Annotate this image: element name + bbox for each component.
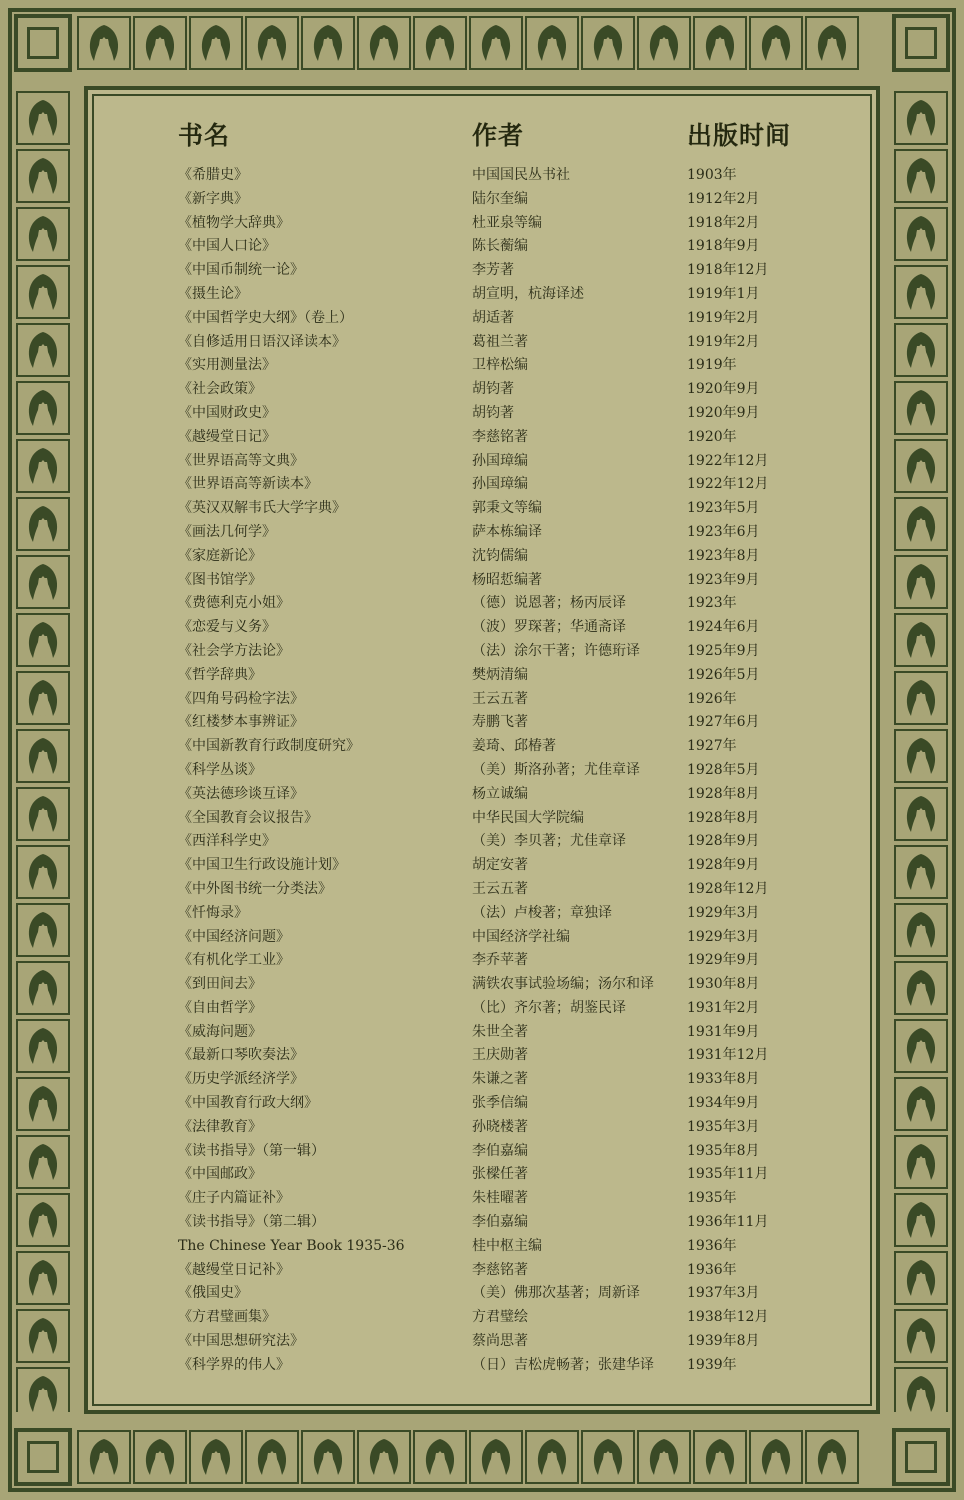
book-title: 《社会政策》 (178, 381, 262, 398)
book-author: 中华民国大学院编 (472, 809, 584, 826)
book-row (0, 1163, 964, 1187)
book-title: 《英法德珍谈互译》 (178, 785, 304, 802)
corner-ornament-bottom-right (892, 1428, 950, 1486)
book-row (0, 1354, 964, 1378)
book-author: 胡定安著 (472, 857, 528, 874)
book-row (0, 616, 964, 640)
book-date: 1926年 (687, 690, 737, 707)
book-author: （美）佛那次基著；周新译 (472, 1285, 640, 1302)
column-header-title: 书名 (178, 121, 231, 150)
book-author: 李慈铭著 (472, 428, 528, 445)
book-row (0, 235, 964, 259)
book-author: （德）说恩著；杨丙辰译 (472, 595, 626, 612)
book-date: 1938年12月 (687, 1309, 769, 1326)
book-date: 1937年3月 (687, 1285, 760, 1302)
leaf-ornament-icon (582, 17, 634, 69)
leaf-ornament-icon (582, 1431, 634, 1483)
leaf-ornament-icon (806, 1431, 858, 1483)
book-row (0, 521, 964, 545)
book-date: 1928年9月 (687, 857, 760, 874)
book-row (0, 902, 964, 926)
leaf-ornament-icon (302, 17, 354, 69)
book-author: 李芳著 (472, 262, 514, 279)
book-title: 《中国卫生行政设施计划》 (178, 857, 346, 874)
book-date: 1903年 (687, 167, 737, 183)
book-row (0, 949, 964, 973)
book-author: （美）李贝著；尤佳章译 (472, 833, 626, 850)
leaf-ornament-icon (750, 17, 802, 69)
book-row (0, 1306, 964, 1330)
book-date: 1931年2月 (687, 999, 760, 1016)
book-author: 王云五著 (472, 880, 528, 897)
book-title: 《恋爱与义务》 (178, 619, 276, 636)
corner-ornament-bottom-left (14, 1428, 72, 1486)
book-title: 《全国教育会议报告》 (178, 809, 318, 826)
book-date: 1918年9月 (687, 238, 760, 255)
book-title: 《世界语高等新读本》 (178, 476, 318, 493)
book-date: 1923年 (687, 595, 737, 612)
book-date: 1929年3月 (687, 928, 760, 945)
book-row (0, 711, 964, 735)
book-date: 1928年12月 (687, 880, 769, 897)
book-author: 葛祖兰著 (472, 333, 528, 350)
book-row (0, 664, 964, 688)
book-title: 《中国财政史》 (178, 404, 276, 421)
book-title: 《读书指导》（第一辑） (178, 1142, 325, 1159)
book-author: （波）罗琛著；华通斋译 (472, 619, 626, 636)
book-author: 杜亚泉等编 (472, 214, 542, 231)
book-row (0, 1068, 964, 1092)
book-title: 《社会学方法论》 (178, 642, 290, 659)
book-date: 1923年6月 (687, 523, 760, 540)
book-row (0, 1330, 964, 1354)
book-title: 《中国教育行政大纲》 (178, 1095, 318, 1112)
book-title: 《中国邮政》 (178, 1166, 262, 1183)
book-row (0, 188, 964, 212)
book-row (0, 164, 964, 188)
book-author: 朱桂曜著 (472, 1190, 528, 1207)
book-title: 《中国哲学史大纲》（卷上） (178, 309, 353, 326)
book-author: 陈长蘅编 (472, 238, 528, 255)
book-author: 蔡尚思著 (472, 1333, 528, 1350)
leaf-ornament-icon (694, 1431, 746, 1483)
book-date: 1935年 (687, 1190, 737, 1207)
book-date: 1925年9月 (687, 642, 760, 659)
book-date: 1918年2月 (687, 214, 760, 231)
book-row (0, 283, 964, 307)
book-title: 《科学丛谈》 (178, 761, 262, 778)
leaf-ornament-icon (470, 17, 522, 69)
book-author: （比）齐尔著；胡鉴民译 (472, 999, 626, 1016)
book-title: 《红楼梦本事辨证》 (178, 714, 304, 731)
book-row (0, 783, 964, 807)
book-date: 1919年2月 (687, 333, 760, 350)
book-row (0, 378, 964, 402)
book-author: 满铁农事试验场编；汤尔和译 (472, 976, 654, 993)
book-date: 1912年2月 (687, 190, 760, 207)
book-author: 杨昭悊编著 (472, 571, 542, 588)
book-date: 1918年12月 (687, 262, 769, 279)
book-row (0, 1259, 964, 1283)
book-author: 樊炳清编 (472, 666, 528, 683)
book-row (0, 735, 964, 759)
book-date: 1920年9月 (687, 404, 760, 421)
book-author: 朱世全著 (472, 1023, 528, 1040)
book-date: 1927年 (687, 738, 737, 755)
book-title: 《中国思想研究法》 (178, 1333, 304, 1350)
book-title: 《读书指导》（第二辑） (178, 1214, 325, 1231)
book-row (0, 878, 964, 902)
book-date: 1939年 (687, 1356, 737, 1373)
book-row (0, 450, 964, 474)
book-author: （美）斯洛孙著；尤佳章译 (472, 761, 640, 778)
book-title: 《希腊史》 (178, 167, 248, 183)
leaf-ornament-icon (694, 17, 746, 69)
book-list (0, 164, 964, 1378)
book-title: 《中外图书统一分类法》 (178, 880, 332, 897)
book-row (0, 259, 964, 283)
book-author: 中国国民丛书社 (472, 167, 570, 183)
book-author: 杨立诚编 (472, 785, 528, 802)
book-row (0, 592, 964, 616)
book-row (0, 331, 964, 355)
book-title: 《自由哲学》 (178, 999, 262, 1016)
book-date: 1936年11月 (687, 1214, 769, 1231)
book-title: 《中国人口论》 (178, 238, 276, 255)
book-author: 陆尔奎编 (472, 190, 528, 207)
book-date: 1923年8月 (687, 547, 760, 564)
book-title: 《威海问题》 (178, 1023, 262, 1040)
book-title: The Chinese Year Book 1935-36 (178, 1237, 405, 1254)
book-row (0, 1021, 964, 1045)
book-title: 《越缦堂日记》 (178, 428, 276, 445)
book-title: 《法律教育》 (178, 1118, 262, 1135)
leaf-ornament-icon (17, 92, 69, 144)
book-date: 1922年12月 (687, 452, 769, 469)
book-date: 1919年2月 (687, 309, 760, 326)
leaf-ornament-icon (358, 1431, 410, 1483)
book-author: 胡钧著 (472, 404, 514, 421)
corner-ornament-top-right (892, 14, 950, 72)
book-author: 桂中枢主编 (472, 1237, 542, 1254)
book-date: 1935年8月 (687, 1142, 760, 1159)
book-author: 王云五著 (472, 690, 528, 707)
border-top-ornament (76, 10, 888, 76)
book-author: 李伯嘉编 (472, 1142, 528, 1159)
book-author: 中国经济学社编 (472, 928, 570, 945)
book-row (0, 1235, 964, 1259)
book-author: （日）吉松虎畅著；张建华译 (472, 1356, 654, 1373)
book-row (0, 1211, 964, 1235)
book-date: 1936年 (687, 1237, 737, 1254)
book-author: 王庆勋著 (472, 1047, 528, 1064)
book-title: 《新字典》 (178, 190, 248, 207)
book-date: 1923年9月 (687, 571, 760, 588)
book-row (0, 307, 964, 331)
book-date: 1935年11月 (687, 1166, 769, 1183)
book-row (0, 640, 964, 664)
book-row (0, 926, 964, 950)
book-date: 1928年9月 (687, 833, 760, 850)
book-author: 张季信编 (472, 1095, 528, 1112)
book-date: 1920年9月 (687, 381, 760, 398)
book-row (0, 688, 964, 712)
book-date: 1928年8月 (687, 785, 760, 802)
book-row (0, 473, 964, 497)
book-title: 《英汉双解韦氏大学字典》 (178, 500, 346, 517)
book-row (0, 1187, 964, 1211)
book-date: 1919年1月 (687, 285, 760, 302)
book-author: 姜琦、邱椿著 (472, 738, 556, 755)
book-title: 《最新口琴吹奏法》 (178, 1047, 304, 1064)
column-header-date: 出版时间 (687, 121, 792, 150)
book-author: （法）卢梭著；章独译 (472, 904, 612, 921)
book-author: 寿鹏飞著 (472, 714, 528, 731)
book-author: 沈钧儒编 (472, 547, 528, 564)
leaf-ornament-icon (526, 17, 578, 69)
leaf-ornament-icon (414, 17, 466, 69)
leaf-ornament-icon (302, 1431, 354, 1483)
book-row (0, 212, 964, 236)
leaf-ornament-icon (806, 17, 858, 69)
book-row (0, 426, 964, 450)
leaf-ornament-icon (526, 1431, 578, 1483)
book-title: 《摄生论》 (178, 285, 248, 302)
leaf-ornament-icon (358, 17, 410, 69)
book-author: 孙晓楼著 (472, 1118, 528, 1135)
book-title: 《中国新教育行政制度研究》 (178, 738, 360, 755)
book-row (0, 1140, 964, 1164)
book-author: 萨本栋编译 (472, 523, 542, 540)
book-title: 《越缦堂日记补》 (178, 1261, 290, 1278)
book-title: 《费德利克小姐》 (178, 595, 290, 612)
leaf-ornament-icon (750, 1431, 802, 1483)
book-date: 1928年5月 (687, 761, 760, 778)
book-author: 胡宣明，杭海译述 (472, 285, 584, 302)
book-author: 胡适著 (472, 309, 514, 326)
book-author: 郭秉文等编 (472, 500, 542, 517)
book-title: 《植物学大辞典》 (178, 214, 290, 231)
book-title: 《中国经济问题》 (178, 928, 290, 945)
leaf-ornament-icon (134, 17, 186, 69)
book-author: 张樑任著 (472, 1166, 528, 1183)
book-date: 1936年 (687, 1261, 737, 1278)
book-title: 《自修适用日语汉译读本》 (178, 333, 346, 350)
book-author: 卫梓松编 (472, 357, 528, 374)
book-date: 1920年 (687, 428, 737, 445)
book-row (0, 807, 964, 831)
book-author: 胡钧著 (472, 381, 514, 398)
leaf-ornament-icon (895, 92, 947, 144)
book-date: 1929年3月 (687, 904, 760, 921)
leaf-ornament-icon (134, 1431, 186, 1483)
book-row (0, 1092, 964, 1116)
book-title: 《四角号码检字法》 (178, 690, 304, 707)
book-title: 《方君璧画集》 (178, 1309, 276, 1326)
book-date: 1931年12月 (687, 1047, 769, 1064)
book-date: 1935年3月 (687, 1118, 760, 1135)
book-date: 1931年9月 (687, 1023, 760, 1040)
book-row (0, 1044, 964, 1068)
leaf-ornament-icon (638, 17, 690, 69)
book-title: 《忏悔录》 (178, 904, 248, 921)
book-row (0, 569, 964, 593)
book-title: 《俄国史》 (178, 1285, 248, 1302)
book-row (0, 497, 964, 521)
book-title: 《图书馆学》 (178, 571, 262, 588)
book-row (0, 973, 964, 997)
book-row (0, 759, 964, 783)
book-date: 1926年5月 (687, 666, 760, 683)
book-row (0, 545, 964, 569)
leaf-ornament-icon (246, 17, 298, 69)
leaf-ornament-icon (78, 17, 130, 69)
book-date: 1922年12月 (687, 476, 769, 493)
corner-ornament-top-left (14, 14, 72, 72)
book-date: 1934年9月 (687, 1095, 760, 1112)
book-row (0, 830, 964, 854)
leaf-ornament-icon (414, 1431, 466, 1483)
book-date: 1927年6月 (687, 714, 760, 731)
book-row (0, 854, 964, 878)
book-author: 方君璧绘 (472, 1309, 528, 1326)
book-title: 《实用测量法》 (178, 357, 276, 374)
book-row (0, 402, 964, 426)
book-date: 1928年8月 (687, 809, 760, 826)
border-bottom-ornament (76, 1424, 888, 1490)
book-author: 李慈铭著 (472, 1261, 528, 1278)
book-date: 1923年5月 (687, 500, 760, 517)
book-title: 《庄子内篇证补》 (178, 1190, 290, 1207)
book-date: 1939年8月 (687, 1333, 760, 1350)
book-title: 《历史学派经济学》 (178, 1071, 304, 1088)
book-date: 1919年 (687, 357, 737, 374)
book-author: 李乔苹著 (472, 952, 528, 969)
leaf-ornament-icon (470, 1431, 522, 1483)
book-title: 《中国币制统一论》 (178, 262, 304, 279)
book-author: 孙国璋编 (472, 452, 528, 469)
book-title: 《到田间去》 (178, 976, 262, 993)
leaf-ornament-icon (190, 17, 242, 69)
book-title: 《哲学辞典》 (178, 666, 262, 683)
book-row (0, 1282, 964, 1306)
book-author: 李伯嘉编 (472, 1214, 528, 1231)
book-date: 1930年8月 (687, 976, 760, 993)
book-title: 《科学界的伟人》 (178, 1356, 290, 1373)
book-row (0, 1116, 964, 1140)
book-author: （法）涂尔干著；许德珩译 (472, 642, 640, 659)
book-row (0, 354, 964, 378)
book-date: 1933年8月 (687, 1071, 760, 1088)
book-date: 1929年9月 (687, 952, 760, 969)
book-author: 孙国璋编 (472, 476, 528, 493)
leaf-ornament-icon (78, 1431, 130, 1483)
book-title: 《西洋科学史》 (178, 833, 276, 850)
book-title: 《画法几何学》 (178, 523, 276, 540)
leaf-ornament-icon (246, 1431, 298, 1483)
book-author: 朱谦之著 (472, 1071, 528, 1088)
book-title: 《家庭新论》 (178, 547, 262, 564)
column-header-author: 作者 (472, 121, 525, 150)
book-row (0, 997, 964, 1021)
leaf-ornament-icon (638, 1431, 690, 1483)
book-title: 《有机化学工业》 (178, 952, 290, 969)
book-title: 《世界语高等文典》 (178, 452, 304, 469)
book-date: 1924年6月 (687, 619, 760, 636)
leaf-ornament-icon (190, 1431, 242, 1483)
